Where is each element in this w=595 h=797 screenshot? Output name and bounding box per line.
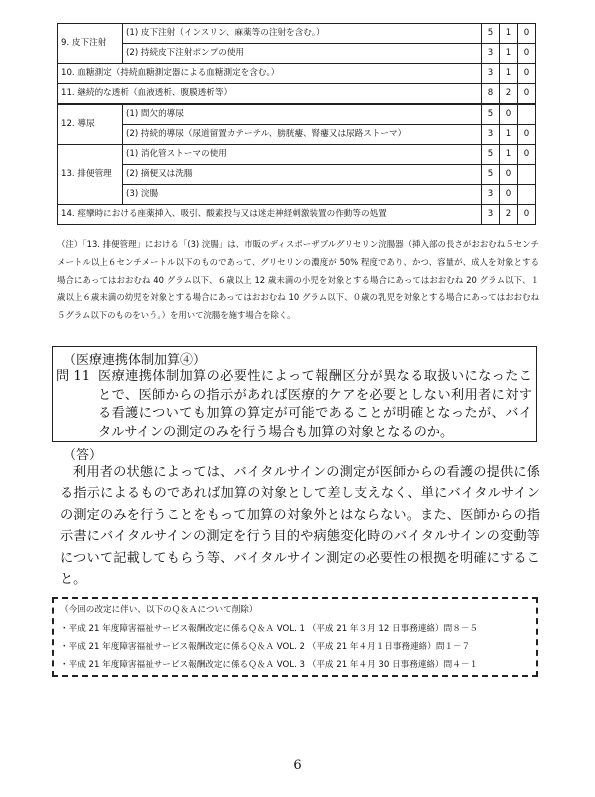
score-b: 1 (500, 44, 518, 64)
score-c: 0 (518, 84, 536, 105)
question-block (56, 368, 534, 440)
table-row (58, 24, 536, 44)
score-c: 0 (518, 205, 536, 225)
category-cell: 12. 導尿 (58, 104, 123, 145)
care-score-table (57, 23, 536, 225)
score-b: 0 (500, 104, 518, 125)
category-cell: 13. 排便管理 (58, 145, 123, 205)
score-b: 1 (500, 125, 518, 145)
item-cell: 14. 痙攣時における座薬挿入、吸引、酸素投与又は迷走神経刺激装置の作動等の処置 (58, 205, 482, 225)
score-a: 3 (482, 64, 500, 84)
score-a: 3 (482, 185, 500, 205)
item-cell: (2) 持続的導尿（尿道留置カテーテル、膀胱瘻、腎瘻又は尿路ストーマ） (123, 125, 482, 145)
answer-heading: （答） (63, 448, 103, 463)
table-row (58, 125, 536, 145)
deletion-notice-box (52, 597, 538, 677)
score-b: 1 (500, 24, 518, 44)
deletion-header: （今回の改定に伴い、以下のＱ＆Ａについて削除） (60, 605, 258, 615)
score-a: 5 (482, 104, 500, 125)
item-cell: (2) 摘便又は洗腸 (123, 165, 482, 185)
page-number: 6 (293, 758, 302, 773)
table-row (58, 165, 536, 185)
deletion-item: ・平成 21 年度障害福祉サービス報酬改定に係るＱ＆Ａ VOL. 3 （平成 21 年４月 30 日事務連絡）問４－１ (60, 660, 479, 670)
table-row (58, 205, 536, 225)
item-cell: (1) 間欠的導尿 (123, 104, 482, 125)
score-a: 5 (482, 145, 500, 165)
score-b: 2 (500, 84, 518, 105)
table-row (58, 104, 536, 125)
score-a: 3 (482, 44, 500, 64)
score-c: 0 (518, 125, 536, 145)
table-row (58, 145, 536, 165)
deletion-item: ・平成 21 年度障害福祉サービス報酬改定に係るＱ＆Ａ VOL. 1 （平成 21 年３月 12 日事務連絡）問８－５ (60, 624, 479, 634)
table-row (58, 64, 536, 84)
question-text: 医療連携体制加算の必要性によって報酬区分が異なる取扱いになったことで、医師からの指示があれば医療的ケアを必要としない利用者に対する看護についても加算の算定が可能であることが明確となったが、バイタルサインの測定のみを行う場合も加算の対象となるのか。 (98, 369, 532, 440)
score-c (518, 165, 536, 185)
score-c (518, 185, 536, 205)
table-row (58, 185, 536, 205)
score-b: 1 (500, 64, 518, 84)
score-a: 5 (482, 24, 500, 44)
answer-text: 利用者の状態によっては、バイタルサインの測定が医師からの看護の提供に係る指示によるものであれば加算の対象として差し支えなく、単にバイタルサインの測定のみを行うことをもって加算の対象外とはならない。また、医師からの指示書にバイタルサインの測定を行う目的や病態変化時のバイタルサインの変動等について記載してもらう等、バイタルサイン測定の必要性の根拠を明確にすること。 (60, 465, 540, 588)
item-cell: (3) 浣腸 (123, 185, 482, 205)
score-a: 8 (482, 84, 500, 105)
score-c: 0 (518, 24, 536, 44)
item-cell: 11. 継続的な透析（血液透析、腹膜透析等） (58, 84, 482, 105)
score-a: 3 (482, 205, 500, 225)
deletion-item: ・平成 21 年度障害福祉サービス報酬改定に係るＱ＆Ａ VOL. 2 （平成 21 年４月１日事務連絡）問１－７ (60, 642, 471, 652)
score-c: 0 (518, 44, 536, 64)
table-row (58, 84, 536, 105)
question-heading: （医療連携体制加算④） (63, 353, 207, 368)
question-box (52, 346, 537, 442)
item-cell: (1) 皮下注射（インスリン、麻薬等の注射を含む。） (123, 24, 482, 44)
score-b: 1 (500, 145, 518, 165)
score-b: 0 (500, 185, 518, 205)
item-cell: 10. 血糖測定（持続血糖測定器による血糖測定を含む。） (58, 64, 482, 84)
score-c: 0 (518, 64, 536, 84)
category-cell: 9. 皮下注射 (58, 24, 123, 64)
item-cell: (1) 消化管ストーマの使用 (123, 145, 482, 165)
table-note: （注）「13. 排便管理」における「(3) 浣腸」は、市販のディスポーザブルグリセリン浣腸器（挿入部の長さがおおむね５センチメートル以上６センチメートル以下のものであって、グリセリンの濃度が 50% 程度であり、かつ、容量が、成人を対象とする場合にあってはおおむね 40 グラム以下、６歳以上 12 歳未満の小児を対象とする場合にあってはおおむね 20 グラム以下、１歳以上６歳未満の幼児を対象とする場合にあってはおおむね 10 グラム以下、０歳の乳児を対象とする場合にあってはおおむね５グラム以下のものをいう。）を用いて浣腸を施す場合を除く。 (57, 239, 539, 321)
score-b: 0 (500, 165, 518, 185)
score-c (518, 104, 536, 125)
score-a: 3 (482, 125, 500, 145)
score-a: 5 (482, 165, 500, 185)
table-row (58, 44, 536, 64)
score-c: 0 (518, 145, 536, 165)
item-cell: (2) 持続皮下注射ポンプの使用 (123, 44, 482, 64)
question-label: 問 11 (56, 369, 91, 384)
score-b: 2 (500, 205, 518, 225)
